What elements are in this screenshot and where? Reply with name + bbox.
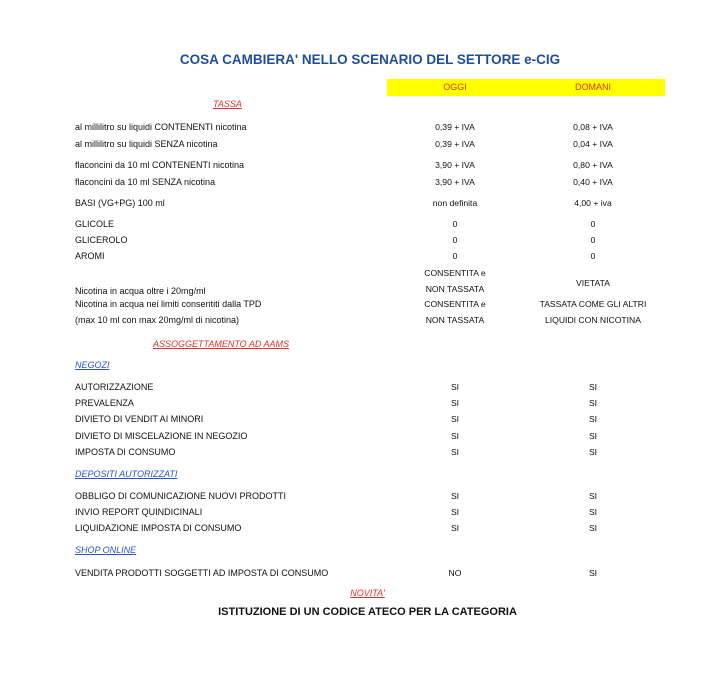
table-row-label: flaconcini da 10 ml CONTENENTI nicotina <box>75 160 245 170</box>
table-row-label: LIQUIDAZIONE IMPOSTA DI CONSUMO <box>75 523 242 533</box>
column-header-oggi: OGGI <box>443 82 467 92</box>
table-cell-oggi: NO <box>448 568 462 578</box>
table-cell-domani: SI <box>588 447 598 457</box>
table-cell-domani: 0,04 + IVA <box>573 139 613 149</box>
table-row-label: PREVALENZA <box>75 398 134 408</box>
table-cell-oggi: SI <box>450 382 460 392</box>
table-row-label: GLICEROLO <box>75 235 128 245</box>
section-heading-shop: SHOP ONLINE <box>75 545 137 555</box>
table-cell-domani: SI <box>588 414 598 424</box>
table-cell-oggi: 0 <box>452 251 458 261</box>
section-heading-assoggettamento: ASSOGGETTAMENTO AD AAMS <box>153 339 290 349</box>
table-cell-oggi: SI <box>450 523 460 533</box>
table-row-label: OBBLIGO DI COMUNICAZIONE NUOVI PRODOTTI <box>75 491 287 501</box>
table-cell-oggi: SI <box>450 431 460 441</box>
table-cell-domani: SI <box>588 382 598 392</box>
nicotina-oggi-2b: NON TASSATA <box>425 315 485 325</box>
table-row-label: IMPOSTA DI CONSUMO <box>75 447 176 457</box>
table-cell-oggi: 3,90 + IVA <box>435 177 475 187</box>
table-cell-domani: 0 <box>590 219 596 229</box>
table-cell-domani: 0,08 + IVA <box>573 122 613 132</box>
table-cell-oggi: 3,90 + IVA <box>435 160 475 170</box>
table-cell-domani: SI <box>588 491 598 501</box>
table-cell-domani: 0 <box>590 235 596 245</box>
table-cell-oggi: 0 <box>452 219 458 229</box>
section-heading-negozi: NEGOZI <box>75 360 110 370</box>
table-cell-oggi: 0,39 + IVA <box>435 139 475 149</box>
table-row-label: al millilitro su liquidi CONTENENTI nicotina <box>75 122 247 132</box>
table-cell-domani: 0 <box>590 251 596 261</box>
nicotina-label-1: Nicotina in acqua oltre i 20mg/ml <box>75 286 206 296</box>
table-cell-oggi: non definita <box>432 198 478 208</box>
nicotina-label-2: Nicotina in acqua nei limiti consentiti dalla TPD <box>75 299 262 309</box>
footer-statement: ISTITUZIONE DI UN CODICE ATECO PER LA CATEGORIA <box>218 606 517 618</box>
nicotina-domani-2b: LIQUIDI CON NICOTINA <box>545 315 641 325</box>
nicotina-oggi-2a: CONSENTITA e <box>424 299 486 309</box>
table-row-label: INVIO REPORT QUINDICINALI <box>75 507 203 517</box>
table-cell-oggi: SI <box>450 491 460 501</box>
table-cell-domani: SI <box>588 523 598 533</box>
nicotina-label-3: (max 10 ml con max 20mg/ml di nicotina) <box>75 315 240 325</box>
table-row-label: BASI (VG+PG) 100 ml <box>75 198 165 208</box>
table-cell-domani: 4,00 + iva <box>574 198 612 208</box>
table-row-label: AROMI <box>75 251 105 261</box>
table-row-label: DIVIETO DI MISCELAZIONE IN NEGOZIO <box>75 431 248 441</box>
table-cell-domani: 0,80 + IVA <box>573 160 613 170</box>
nicotina-oggi-1b: NON TASSATA <box>425 284 485 294</box>
table-cell-domani: SI <box>588 568 598 578</box>
table-row-label: VENDITA PRODOTTI SOGGETTI AD IMPOSTA DI CONSUMO <box>75 568 329 578</box>
table-cell-oggi: SI <box>450 507 460 517</box>
table-cell-domani: SI <box>588 431 598 441</box>
page-title: COSA CAMBIERA' NELLO SCENARIO DEL SETTORE e-CIG <box>179 52 561 67</box>
table-cell-domani: SI <box>588 507 598 517</box>
table-row-label: AUTORIZZAZIONE <box>75 382 154 392</box>
table-row-label: flaconcini da 10 ml SENZA nicotina <box>75 177 216 187</box>
section-heading-depositi: DEPOSITI AUTORIZZATI <box>75 469 178 479</box>
table-cell-oggi: SI <box>450 414 460 424</box>
nicotina-oggi-1a: CONSENTITA e <box>424 268 486 278</box>
section-heading-novita: NOVITA' <box>350 588 385 598</box>
table-row-label: al millilitro su liquidi SENZA nicotina <box>75 139 218 149</box>
table-row-label: DIVIETO DI VENDIT AI MINORI <box>75 414 204 424</box>
nicotina-domani-2a: TASSATA COME GLI ALTRI <box>539 299 647 309</box>
table-cell-domani: 0,40 + IVA <box>573 177 613 187</box>
table-cell-oggi: 0 <box>452 235 458 245</box>
table-row-label: GLICOLE <box>75 219 115 229</box>
table-cell-oggi: 0,39 + IVA <box>435 122 475 132</box>
nicotina-domani-1: VIETATA <box>576 278 610 288</box>
table-cell-domani: SI <box>588 398 598 408</box>
section-heading-tassa: TASSA <box>213 99 242 109</box>
table-cell-oggi: SI <box>450 398 460 408</box>
table-cell-oggi: SI <box>450 447 460 457</box>
column-header-domani: DOMANI <box>575 82 611 92</box>
